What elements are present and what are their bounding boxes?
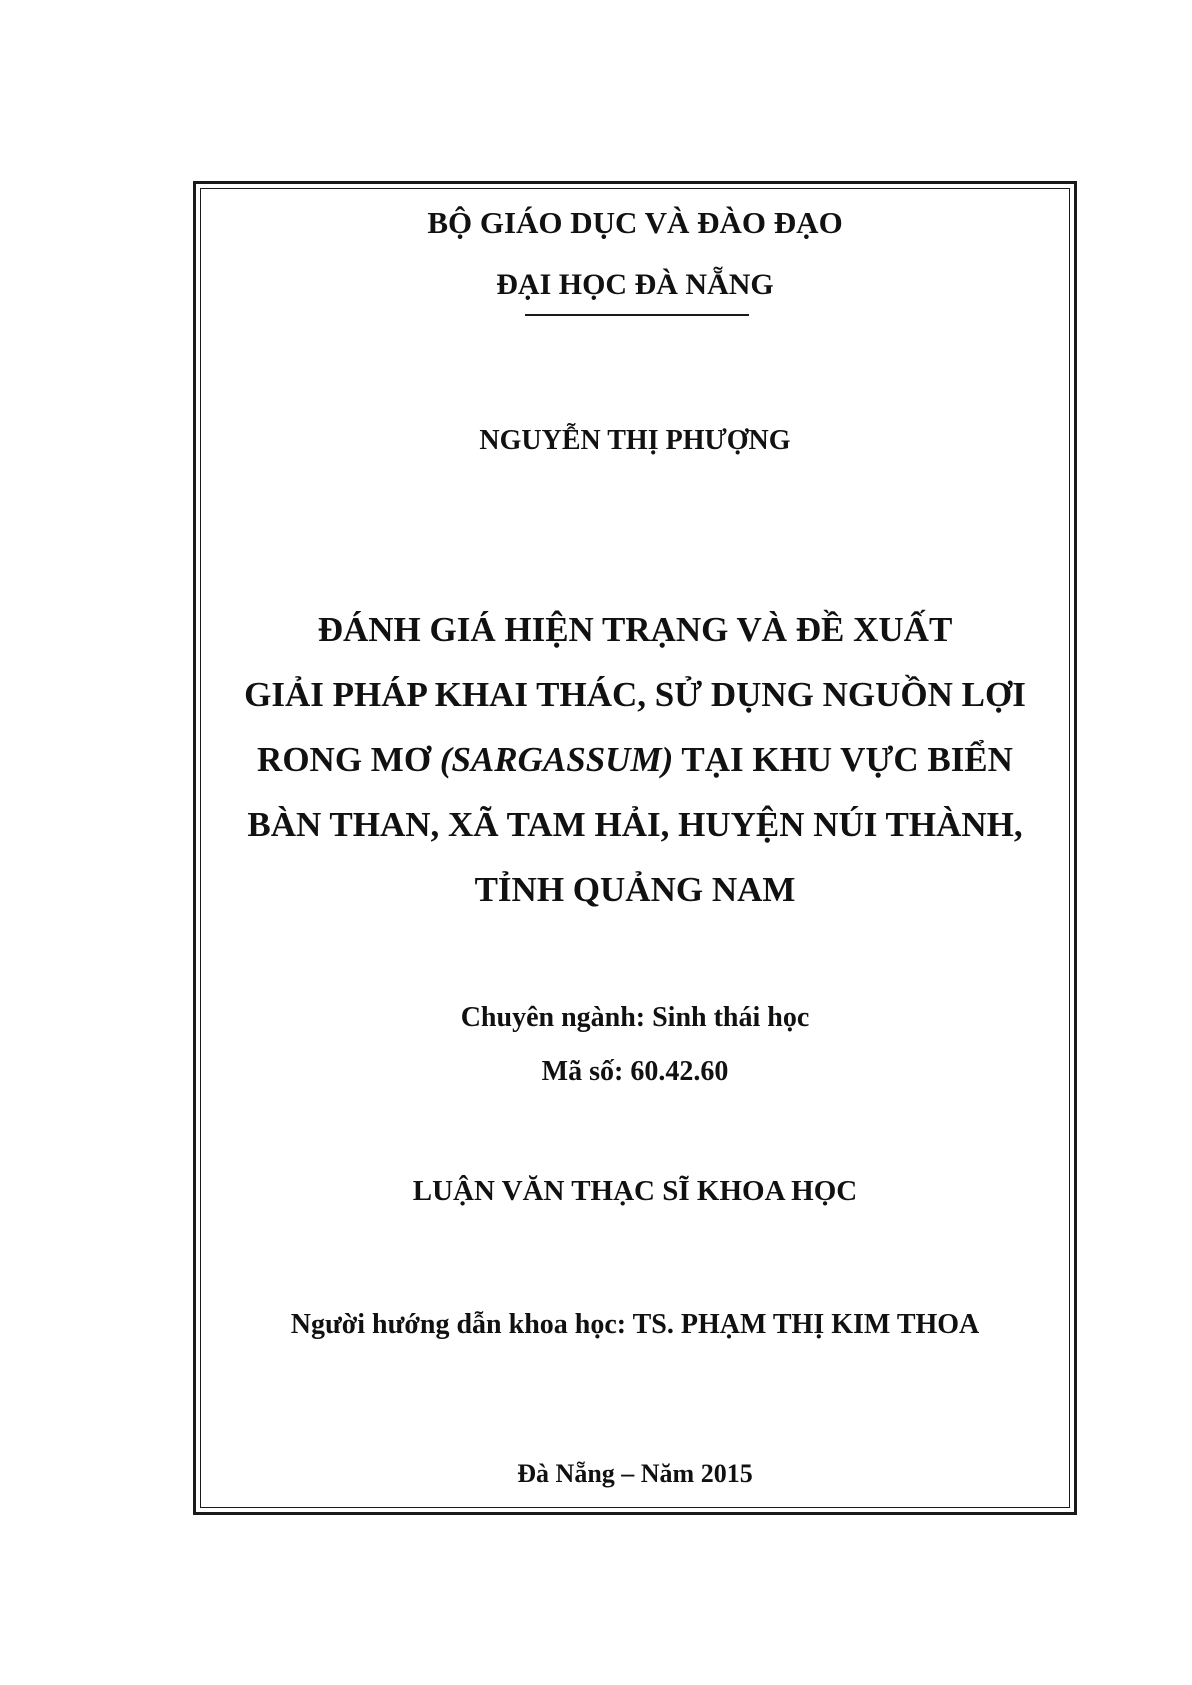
scientific-name: (SARGASSUM) — [439, 740, 674, 779]
university-name: ĐẠI HỌC ĐÀ NẴNG — [496, 268, 774, 301]
ministry-name: BỘ GIÁO DỤC VÀ ĐÀO ĐẠO — [427, 205, 843, 240]
title-line-3 — [201, 727, 1069, 792]
title-line-3-end: TẠI KHU VỰC BIỂN — [673, 740, 1013, 779]
specialty — [201, 1002, 1069, 1034]
place-and-year: Đà Nẵng – Năm 2015 — [517, 1459, 753, 1488]
advisor — [201, 1309, 1069, 1341]
advisor-label: Người hướng dẫn khoa học: — [290, 1309, 633, 1340]
code-value: 60.42.60 — [630, 1056, 729, 1087]
author-name: NGUYỄN THỊ PHƯỢNG — [479, 425, 791, 456]
title-line-4: BÀN THAN, XÃ TAM HẢI, HUYỆN NÚI THÀNH, — [247, 805, 1023, 844]
code-label: Mã số: — [541, 1056, 631, 1087]
advisor-name: TS. PHẠM THỊ KIM THOA — [632, 1309, 980, 1340]
header-divider — [525, 314, 749, 316]
title-line-2: GIẢI PHÁP KHAI THÁC, SỬ DỤNG NGUỒN LỢI — [244, 675, 1026, 714]
title-line-5: TỈNH QUẢNG NAM — [474, 870, 796, 909]
program-code — [201, 1056, 1069, 1088]
thesis-title — [201, 597, 1069, 922]
degree-type: LUẬN VĂN THẠC SĨ KHOA HỌC — [412, 1175, 858, 1207]
specialty-label: Chuyên ngành: — [460, 1002, 653, 1033]
cover-frame — [193, 181, 1077, 1515]
title-line-3-start: RONG MƠ — [257, 740, 440, 779]
cover-frame-inner — [200, 188, 1070, 1508]
specialty-value: Sinh thái học — [652, 1002, 810, 1033]
title-line-1: ĐÁNH GIÁ HIỆN TRẠNG VÀ ĐỀ XUẤT — [317, 610, 953, 649]
